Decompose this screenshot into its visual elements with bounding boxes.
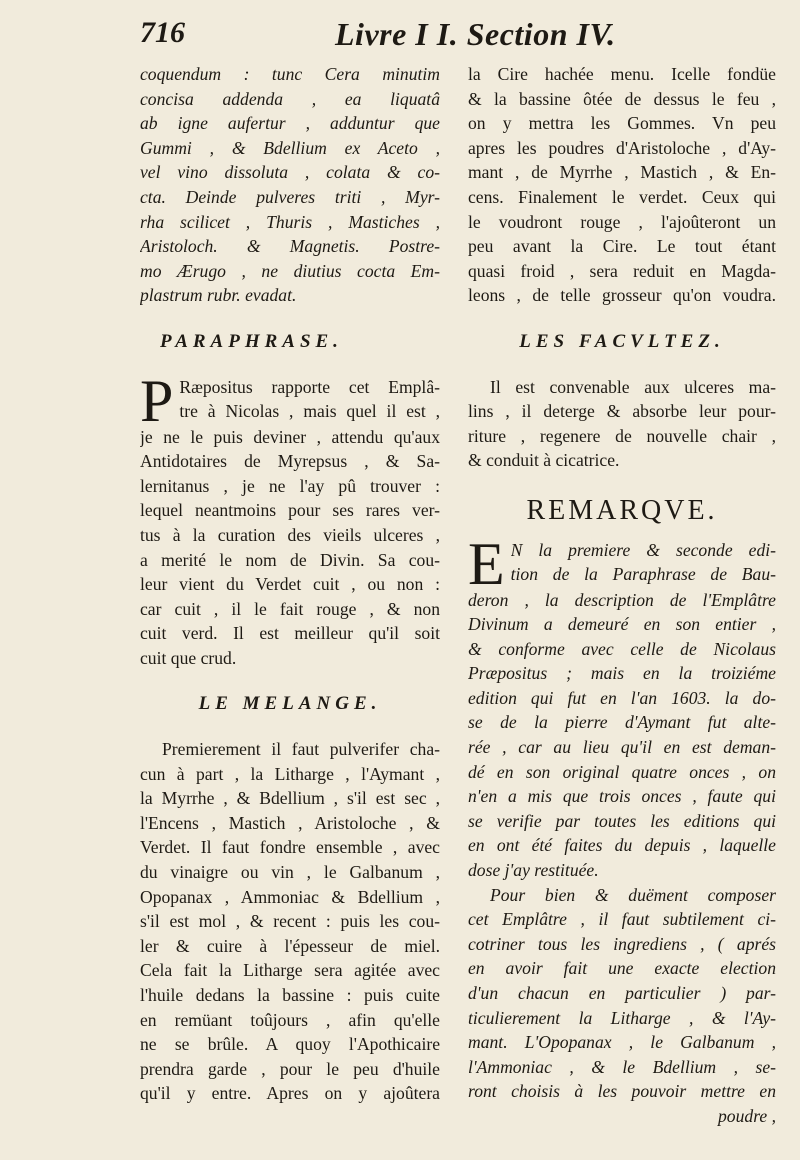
text-line: leur vient du Verdet cuit , ou non :	[140, 574, 440, 595]
text-line: Verdet. Il faut fondre ensemble , avec	[140, 837, 440, 858]
text-line: plastrum rubr. evadat.	[140, 285, 297, 306]
text-line: & conforme avec celle de Nicolaus	[468, 638, 776, 659]
text-line: se verifie par toutes les editions qui	[468, 810, 776, 831]
text-line: cun à part , la Litharge , l'Aymant ,	[140, 763, 440, 784]
remarque-heading: REMARQVE.	[526, 494, 718, 526]
text-line: quasi froid , sera reduit en Magda-	[468, 260, 776, 281]
text-line: Aristoloch. & Magnetis. Postre-	[140, 236, 440, 257]
text-line: la Myrrhe , & Bdellium , s'il est sec ,	[140, 788, 440, 809]
melange-paragraph	[140, 737, 440, 1106]
text-line: du vinaigre ou vin , le Galbanum ,	[140, 862, 440, 883]
text-line: Cela fait la Litharge sera agitée avec	[140, 960, 440, 981]
text-line: Il est convenable aux ulceres ma-	[490, 376, 776, 397]
text-line: mant , de Myrrhe , Mastich , & En-	[468, 162, 776, 183]
text-line: dose j'ay restituée.	[468, 860, 599, 881]
text-line: lequel neantmoins pour ses rares ver-	[140, 500, 440, 521]
text-line: Divinum a demeuré en son entier ,	[468, 614, 776, 635]
text-line: coquendum : tunc Cera minutim	[140, 64, 440, 84]
text-line: & conduit à cicatrice.	[468, 450, 620, 471]
text-line: peu avant la Cire. Le tout étant	[468, 236, 776, 257]
text-line: on y mettra les Gommes. Vn peu	[468, 113, 776, 134]
text-line: poudre ,	[718, 1105, 776, 1126]
text-line: N la premiere & seconde edi-	[510, 539, 776, 560]
drop-cap: E	[468, 530, 505, 597]
text-line: s'il est mol , & recent : puis les cou-	[140, 911, 440, 932]
text-line: ler & cuire à l'épesseur de miel.	[140, 935, 440, 956]
text-line: qu'il y entre. Apres on y ajoûtera	[140, 1083, 440, 1104]
text-line: ne se brûle. A quoy l'Apothicaire	[140, 1034, 440, 1055]
text-line: le voudront rouge , l'ajoûteront un	[468, 211, 776, 232]
facultez-heading: LES FACVLTEZ.	[519, 330, 725, 352]
text-line: cta. Deinde pulveres triti , Myr-	[140, 186, 440, 207]
text-line: car cuit , il le fait rouge , & non	[140, 598, 440, 619]
text-line: cet Emplâtre , il faut subtilement ci-	[468, 909, 776, 930]
text-line: l'Encens , Mastich , Aristoloche , &	[140, 812, 440, 833]
text-line: Premierement il faut pulverifer cha-	[162, 739, 440, 760]
text-line: dé en son original quatre onces , on	[468, 761, 776, 782]
text-line: Præpositus ; mais en la troiziéme	[468, 663, 776, 684]
text-line: rha scilicet , Thuris , Mastiches ,	[140, 211, 440, 232]
text-line: Opopanax , Ammoniac & Bdellium ,	[140, 886, 440, 907]
page-number: 716	[140, 16, 185, 49]
text-line: cuit que crud.	[140, 647, 237, 668]
paraphrase-heading: PARAPHRASE.	[160, 330, 343, 352]
remarque-paragraph	[468, 530, 776, 1129]
text-line: ab igne aufertur , adduntur que	[140, 113, 440, 134]
drop-cap: P	[140, 367, 174, 434]
text-line: Gummi , & Bdellium ex Aceto ,	[140, 137, 440, 158]
text-line: mo Ærugo , ne diutius cocta Em-	[140, 260, 440, 281]
text-line: cuit verd. Il est meilleur qu'il soit	[140, 623, 440, 644]
text-line: en remüant toûjours , afin qu'elle	[140, 1009, 440, 1030]
text-line: tus à la curation des vieils ulceres ,	[140, 524, 440, 545]
right-column	[468, 62, 776, 1129]
text-line: l'Ammoniac , & le Bdellium , se-	[468, 1056, 776, 1077]
text-line: se de la pierre d'Aymant fut alte-	[468, 712, 776, 733]
text-line: en avoir fait une exacte election	[468, 958, 776, 979]
text-line: cotriner tous les ingrediens , ( aprés	[468, 933, 776, 954]
text-line: lins , il deterge & absorbe leur pour-	[468, 401, 776, 422]
text-line: rée , car au lieu qu'il en est deman-	[468, 737, 776, 758]
text-line: mant. L'Opopanax , le Galbanum ,	[468, 1032, 776, 1053]
text-line: d'un chacun en particulier ) par-	[468, 983, 776, 1003]
text-line: ront choisis à les pouvoir mettre en	[468, 1081, 776, 1102]
text-line: je ne le puis deviner , attendu qu'aux	[140, 426, 440, 447]
text-line: apres les poudres d'Aristoloche , d'Ay-	[468, 137, 776, 158]
facultez-paragraph	[468, 375, 776, 473]
text-line: Antidotaires de Myrepsus , & Sa-	[140, 451, 440, 472]
text-line: prendra garde , pour le peu d'huile	[140, 1058, 440, 1079]
running-title: Livre I I. Section IV.	[335, 16, 616, 52]
text-line: riture , regenere de nouvelle chair ,	[468, 425, 776, 446]
text-line: tre à Nicolas , mais quel il est ,	[179, 401, 440, 422]
text-line: concisa addenda , ea liquatâ	[140, 88, 440, 109]
text-line: deron , la description de l'Emplâtre	[468, 589, 776, 610]
text-line: Pour bien & duëment composer	[490, 884, 776, 905]
text-line: vel vino dissoluta , colata & co-	[140, 162, 440, 183]
text-line: lernitanus , je ne l'ay pû trouver :	[140, 475, 440, 496]
text-line: & la bassine ôtée de dessus le feu ,	[468, 88, 776, 109]
left-column	[140, 62, 440, 1106]
text-line: edition qui fut en l'an 1603. la do-	[468, 687, 776, 708]
latin-text	[140, 62, 440, 308]
paraphrase-paragraph	[140, 367, 440, 671]
text-line: en ont été faites du depuis , laquelle	[468, 835, 776, 856]
text-line: l'huile dedans la bassine : puis cuite	[140, 985, 440, 1005]
text-line: cens. Finalement le verdet. Ceux qui	[468, 186, 776, 207]
text-line: Ræpositus rapporte cet Emplâ-	[179, 376, 440, 397]
text-line: leons , de telle grosseur qu'on voudra.	[468, 285, 776, 306]
text-line: tion de la Paraphrase de Bau-	[510, 564, 776, 585]
text-line: la Cire hachée menu. Icelle fondüe	[468, 64, 776, 84]
melange-heading: LE MELANGE.	[198, 693, 382, 715]
text-line: n'en a mis que trois onces , faute qui	[468, 786, 776, 807]
text-line: a merité le nom de Divin. Sa cou-	[140, 549, 440, 570]
continuation-paragraph	[468, 62, 776, 308]
text-line: ticulierement la Litharge , & l'Ay-	[468, 1007, 776, 1028]
page-header	[140, 12, 800, 64]
